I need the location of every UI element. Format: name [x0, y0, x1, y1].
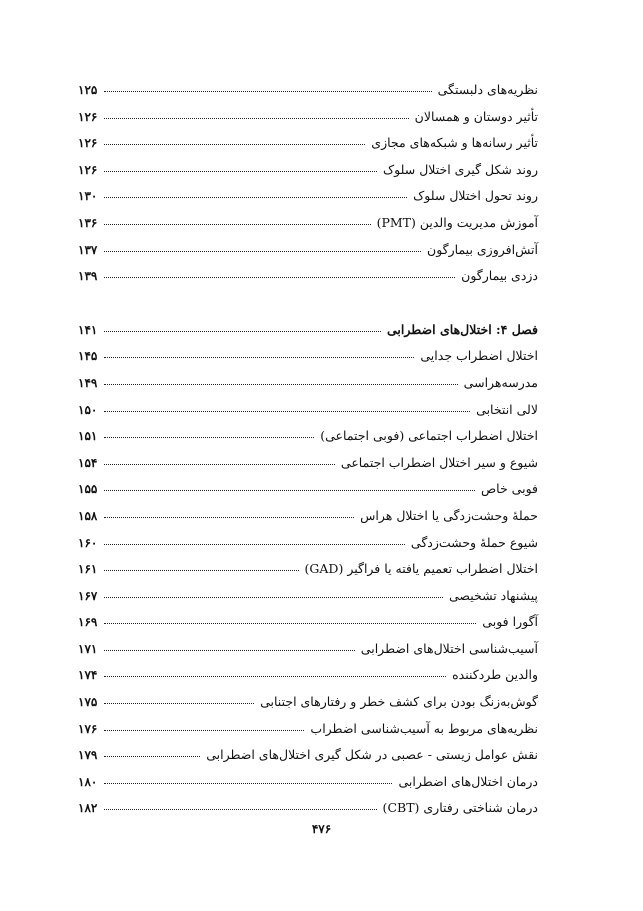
- toc-entry-title: آتش‌افروزی بیمارگون: [427, 241, 538, 257]
- section-gap: [78, 290, 538, 317]
- dot-leader: [104, 505, 354, 518]
- toc-entry-page: ۱۳۷: [78, 242, 98, 257]
- toc-entry-title: اختلال اضطراب اجتماعی (فوبی اجتماعی): [320, 428, 538, 444]
- toc-entry[interactable]: [78, 130, 538, 157]
- dot-leader: [104, 718, 304, 731]
- dot-leader: [104, 159, 377, 172]
- toc-entry[interactable]: [78, 157, 538, 184]
- dot-leader: [104, 319, 381, 332]
- dot-leader: [104, 532, 405, 545]
- dot-leader: [104, 106, 409, 119]
- toc-entry[interactable]: [78, 530, 538, 557]
- toc-entry-title: تأثیر دوستان و همسالان: [414, 108, 538, 124]
- toc-entry-title: آسیب‌شناسی اختلال‌های اضطرابی: [360, 640, 538, 656]
- toc-entry-page: ۱۵۱: [78, 429, 98, 444]
- dot-leader: [104, 691, 254, 704]
- toc-entry-title: نظریه‌های مربوط به آسیب‌شناسی اضطراب: [310, 720, 538, 736]
- toc-entry-page: ۱۳۹: [78, 269, 98, 284]
- page-number: ۴۷۶: [311, 822, 332, 836]
- dot-leader: [104, 744, 200, 757]
- toc-entry[interactable]: [78, 237, 538, 264]
- toc-entry[interactable]: [78, 503, 538, 530]
- dot-leader: [104, 79, 432, 92]
- toc-entry[interactable]: [78, 636, 538, 663]
- toc-entry[interactable]: [78, 397, 538, 424]
- chapter-title: فصل ۴: اختلال‌های اضطرابی: [387, 321, 538, 337]
- toc-entry-page: ۱۵۸: [78, 508, 98, 523]
- toc-entry-page: ۱۴۹: [78, 375, 98, 390]
- dot-leader: [104, 664, 446, 677]
- toc-entry-page: ۱۶۰: [78, 535, 98, 550]
- toc-entry-page: ۱۳۶: [78, 215, 98, 230]
- toc-entry-title: حملهٔ وحشت‌زدگی یا اختلال هراس: [360, 507, 538, 523]
- toc-entry[interactable]: [78, 476, 538, 503]
- toc-entry-title: دزدی بیمارگون: [461, 268, 538, 284]
- dot-leader: [104, 399, 470, 412]
- toc-entry-title: روند شکل گیری اختلال سلوک: [382, 161, 538, 177]
- toc-entry[interactable]: [78, 77, 538, 104]
- toc-entry-page: ۱۶۷: [78, 588, 98, 603]
- dot-leader: [104, 425, 314, 438]
- toc-entry[interactable]: [78, 742, 538, 769]
- toc-entry-title: شیوع حملهٔ وحشت‌زدگی: [410, 534, 538, 550]
- dot-leader: [104, 638, 355, 651]
- table-of-contents: [78, 77, 538, 822]
- toc-entry[interactable]: [78, 769, 538, 796]
- toc-entry[interactable]: [78, 689, 538, 716]
- toc-entry[interactable]: [78, 716, 538, 743]
- dot-leader: [104, 478, 475, 491]
- dot-leader: [104, 345, 414, 358]
- toc-entry[interactable]: [78, 556, 538, 583]
- toc-entry-page: ۱۴۵: [78, 349, 98, 364]
- toc-entry-title: اختلال اضطراب جدایی: [420, 348, 538, 364]
- toc-entry-page: ۱۲۶: [78, 136, 98, 151]
- toc-entry-page: ۱۵۵: [78, 482, 98, 497]
- toc-entry-title: نظریه‌های دلبستگی: [437, 82, 538, 97]
- toc-entry-title: درمان اختلال‌های اضطرابی: [398, 773, 538, 789]
- toc-entry[interactable]: [78, 609, 538, 636]
- toc-entry-page: ۱۶۹: [78, 615, 98, 630]
- toc-entry-title: شیوع و سیر اختلال اضطراب اجتماعی: [340, 454, 538, 470]
- toc-entry-title: مدرسه‌هراسی: [463, 374, 538, 390]
- toc-entry-title: آگورا فوبی: [482, 614, 538, 630]
- toc-entry-title: روند تحول اختلال سلوک: [413, 188, 538, 204]
- toc-entry[interactable]: [78, 104, 538, 131]
- toc-entry-page: ۱۸۲: [78, 801, 98, 816]
- toc-entry[interactable]: [78, 795, 538, 822]
- toc-entry-page: ۱۷۴: [78, 668, 98, 683]
- chapter-page: ۱۴۱: [78, 322, 98, 337]
- toc-entry[interactable]: [78, 263, 538, 290]
- toc-entry-page: ۱۶۱: [78, 562, 98, 577]
- toc-entry-title: فوبی خاص: [481, 481, 538, 497]
- toc-entry-title: گوش‌به‌زنگ بودن برای کشف خطر و رفتارهای اجتنابی: [260, 694, 538, 710]
- toc-entry[interactable]: [78, 662, 538, 689]
- dot-leader: [104, 185, 407, 198]
- dot-leader: [104, 452, 335, 465]
- toc-entry-title: پیشنهاد تشخیصی: [448, 587, 538, 603]
- toc-entry-page: ۱۲۵: [78, 83, 98, 97]
- toc-chapter-entry[interactable]: [78, 317, 538, 344]
- dot-leader: [104, 585, 443, 598]
- toc-entry-page: ۱۵۴: [78, 455, 98, 470]
- toc-entry-page: ۱۸۰: [78, 774, 98, 789]
- toc-entry-title: درمان شناختی رفتاری (CBT): [382, 800, 538, 816]
- dot-leader: [104, 797, 377, 810]
- toc-entry[interactable]: [78, 450, 538, 477]
- dot-leader: [104, 265, 455, 278]
- toc-entry-page: ۱۵۰: [78, 402, 98, 417]
- dot-leader: [104, 558, 299, 571]
- toc-entry[interactable]: [78, 370, 538, 397]
- toc-entry-page: ۱۷۵: [78, 695, 98, 710]
- toc-entry[interactable]: [78, 210, 538, 237]
- dot-leader: [104, 611, 476, 624]
- dot-leader: [104, 771, 392, 784]
- dot-leader: [104, 372, 458, 385]
- toc-entry-title: اختلال اضطراب تعمیم یافته یا فراگیر (GAD): [304, 561, 538, 577]
- dot-leader: [104, 239, 421, 252]
- dot-leader: [104, 132, 365, 145]
- toc-entry[interactable]: [78, 423, 538, 450]
- toc-entry[interactable]: [78, 583, 538, 610]
- toc-entry-page: ۱۷۹: [78, 748, 98, 763]
- toc-entry-page: ۱۳۰: [78, 189, 98, 204]
- toc-entry-page: ۱۲۶: [78, 162, 98, 177]
- toc-entry-page: ۱۷۶: [78, 721, 98, 736]
- toc-entry[interactable]: [78, 183, 538, 210]
- toc-entry-title: تأثیر رسانه‌ها و شبکه‌های مجازی: [371, 135, 538, 151]
- toc-entry-title: نقش عوامل زیستی - عصبی در شکل گیری اختلال‌های اضطرابی: [206, 747, 538, 763]
- dot-leader: [104, 212, 371, 225]
- toc-entry[interactable]: [78, 343, 538, 370]
- toc-entry-title: آموزش مدیریت والدین (PMT): [376, 214, 538, 230]
- toc-entry-page: ۱۲۶: [78, 109, 98, 124]
- toc-entry-title: لالی انتخابی: [476, 401, 538, 417]
- toc-entry-page: ۱۷۱: [78, 641, 98, 656]
- toc-entry-title: والدین طردکننده: [452, 667, 538, 683]
